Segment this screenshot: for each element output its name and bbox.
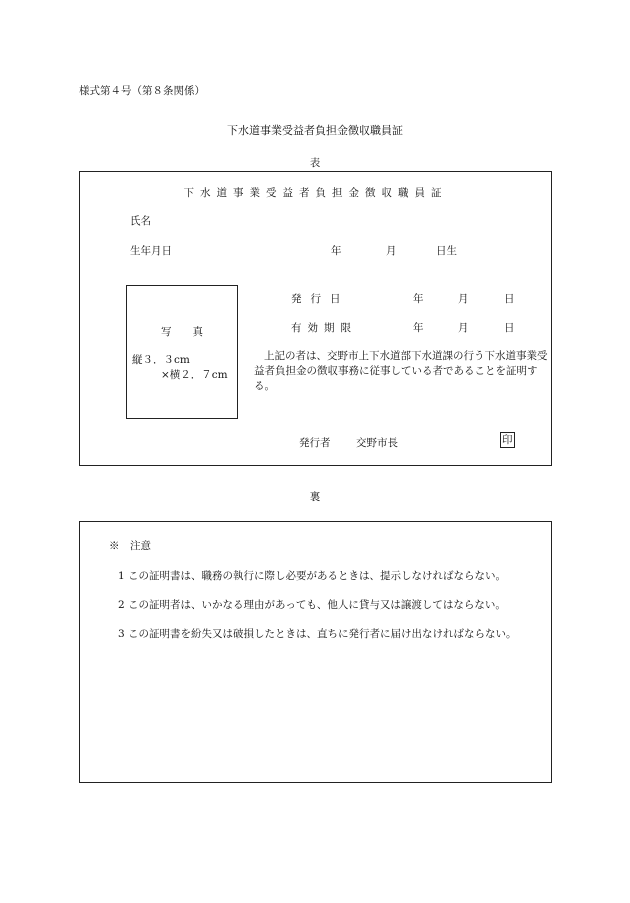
issuer-name: 交野市長 xyxy=(356,437,398,449)
note-heading: ※ 注意 xyxy=(109,540,151,552)
valid-day: 日 xyxy=(504,322,515,334)
photo-size-height: 縦３．３cm xyxy=(132,354,190,366)
back-side-label: 裏 xyxy=(309,491,321,503)
note-item-1: 1 この証明書は、職務の執行に際し必要があるときは、提示しなければならない。 xyxy=(118,570,507,582)
dob-day: 日生 xyxy=(436,245,457,257)
name-label: 氏名 xyxy=(130,215,151,227)
document-title: 下水道事業受益者負担金徴収職員証 xyxy=(227,124,403,137)
note-item-3: 3 この証明書を紛失又は破損したときは、直ちに発行者に届け出なければならない。 xyxy=(118,628,517,640)
issue-year: 年 xyxy=(413,293,424,305)
id-card-front xyxy=(79,171,552,466)
photo-size-width: ×横２．７cm xyxy=(161,369,228,381)
valid-until-label: 有効期限 xyxy=(291,322,357,334)
id-card-back xyxy=(79,521,552,783)
issue-day: 日 xyxy=(504,293,515,305)
card-title: 下水道事業受益者負担金徴収職員証 xyxy=(183,187,448,199)
dob-label: 生年月日 xyxy=(130,245,172,257)
issue-month: 月 xyxy=(458,293,469,305)
form-number: 様式第４号（第８条関係） xyxy=(79,85,205,97)
issue-date-label: 発行日 xyxy=(291,293,350,305)
valid-year: 年 xyxy=(413,322,424,334)
dob-month: 月 xyxy=(386,245,397,257)
photo-area xyxy=(126,285,238,419)
front-side-label: 表 xyxy=(309,157,321,169)
valid-month: 月 xyxy=(458,322,469,334)
seal-mark xyxy=(500,432,515,448)
photo-label: 写 真 xyxy=(161,326,203,338)
note-item-2: 2 この証明者は、いかなる理由があっても、他人に貸与又は譲渡してはならない。 xyxy=(118,599,506,611)
issuer-label: 発行者 xyxy=(299,437,331,449)
seal-text: 印 xyxy=(502,434,513,446)
certification-text: 上記の者は、交野市上下水道部下水道課の行う下水道事業受益者負担金の徴収事務に従事している者であることを証明する。 xyxy=(254,350,548,392)
dob-year: 年 xyxy=(331,245,342,257)
